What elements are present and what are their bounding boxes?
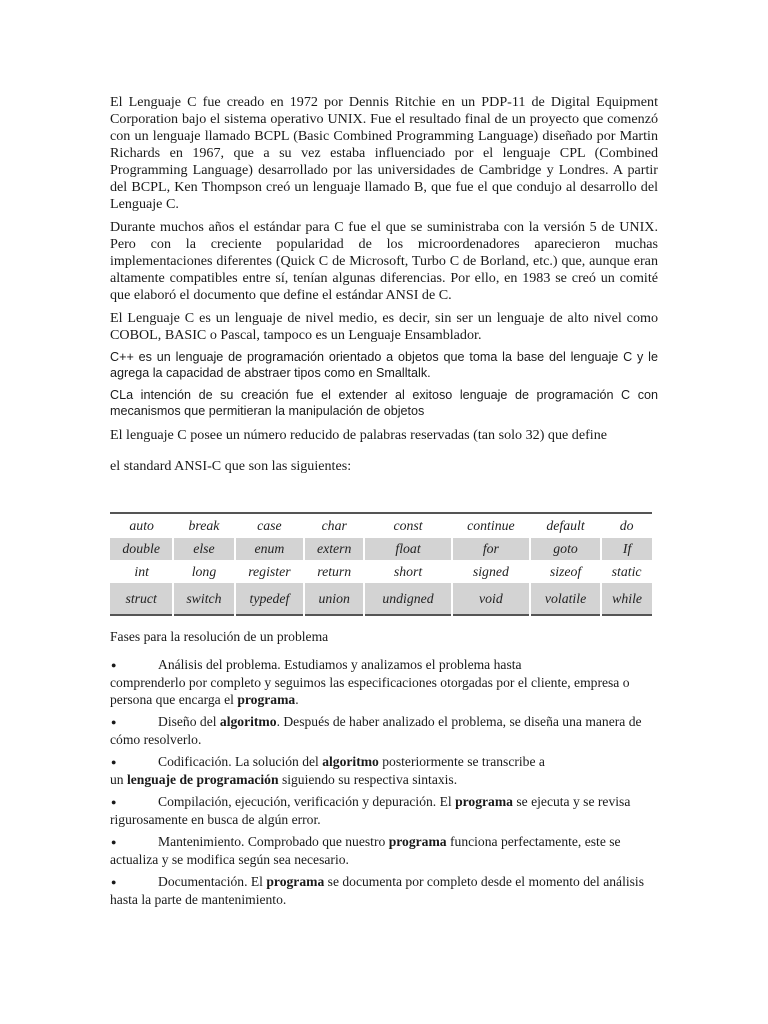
list-item-text: un xyxy=(110,772,127,787)
document-body xyxy=(110,94,658,475)
keyword-cell: union xyxy=(304,583,364,615)
paragraph-reserved-words: El lenguaje C posee un número reducido de palabras reservadas (tan solo 32) que define xyxy=(110,427,608,443)
list-item-tail: funciona perfectamente, este se actualiza y se modifica según sea necesario. xyxy=(110,834,621,867)
keyword-cell: struct xyxy=(110,583,173,615)
keyword-cell: static xyxy=(611,563,642,579)
paragraph-cpp: C++ es un lenguaje de programación orientado a objetos que toma la base del lenguaje C y le agrega la capacidad de abstraer tipos como en Smalltalk. xyxy=(110,350,658,380)
bullet-icon: ● xyxy=(111,797,117,807)
keyword-cell: signed xyxy=(472,563,509,579)
keyword-cell: break xyxy=(188,518,220,533)
keyword-cell: int xyxy=(134,563,149,579)
keyword-cell: typedef xyxy=(235,583,305,615)
keyword-cell: switch xyxy=(173,583,234,615)
list-item xyxy=(110,833,658,868)
keyword-cell: double xyxy=(110,538,173,560)
list-item xyxy=(110,753,658,788)
list-item-lead: Codificación. La solución del xyxy=(158,754,323,769)
table-row xyxy=(110,538,652,560)
table-row xyxy=(110,560,652,583)
paragraph-ansi-keywords: el standard ANSI-C que son las siguientes: xyxy=(110,458,352,474)
list-item-lead: Mantenimiento. Comprobado que nuestro xyxy=(158,834,389,849)
bullet-icon: ● xyxy=(111,717,117,727)
keyword-cell: for xyxy=(452,538,530,560)
list-item-tail: siguiendo su respectiva sintaxis. xyxy=(278,772,458,787)
keyword-cell: float xyxy=(364,538,452,560)
list-item xyxy=(110,656,658,708)
keyword-cell: goto xyxy=(530,538,601,560)
keyword-cell: long xyxy=(191,563,217,579)
keyword-bold: programa xyxy=(455,794,513,809)
keyword-cell: volatile xyxy=(530,583,601,615)
keyword-cell: If xyxy=(601,538,652,560)
keyword-cell: do xyxy=(619,518,634,533)
bullet-icon: ● xyxy=(111,837,117,847)
keyword-cell: const xyxy=(393,518,423,533)
keyword-cell: while xyxy=(601,583,652,615)
list-item-tail: . Después de haber analizado el problema, se diseña una manera de cómo resolverlo. xyxy=(110,714,642,747)
paragraph-medium-level: El Lenguaje C es un lenguaje de nivel medio, es decir, sin ser un lenguaje de alto nivel como COBOL, BASIC o Pascal, tampoco es un Lenguaje Ensamblador. xyxy=(110,310,658,343)
bullet-icon: ● xyxy=(111,660,117,670)
paragraph-ansi-standard: Durante muchos años el estándar para C fue el que se suministraba con la versión 5 de UNIX. Pero con la creciente popularidad de los microordenadores aparecieron muchas implementaciones diferentes (Quick C de Microsoft, Turbo C de Borland, etc.) que, aunque eran altamente compatibles entre sí, tenían algunas diferencias. Por ello, en 1983 se creó un comité que elaboró el documento que define el estándar ANSI de C. xyxy=(110,219,658,303)
list-item xyxy=(110,793,658,828)
keyword-cell: register xyxy=(248,563,291,579)
list-item-lead: Diseño del xyxy=(158,714,220,729)
list-item-text: comprenderlo por completo y seguimos las especificaciones otorgadas por el cliente, empresa o persona que encarga el xyxy=(110,675,630,707)
keyword-cell: default xyxy=(546,518,585,533)
list-item-tail: . xyxy=(295,692,299,707)
bullet-icon: ● xyxy=(111,877,117,887)
list-item-tail: se documenta por completo desde el momento del análisis hasta la parte de mantenimiento. xyxy=(110,874,644,907)
list-item-lead: Compilación, ejecución, verificación y depuración. El xyxy=(158,794,456,809)
table-row xyxy=(110,583,652,615)
keyword-cell: void xyxy=(452,583,530,615)
list-item-tail: posteriormente se transcribe a xyxy=(378,754,545,769)
keyword-cell: extern xyxy=(304,538,364,560)
keyword-cell: short xyxy=(393,563,423,579)
keyword-bold: algoritmo xyxy=(322,754,379,769)
paragraph-intention: CLa intención de su creación fue el extender al exitoso lenguaje de programación C con mecanismos que permitieran la manipulación de objetos xyxy=(110,388,658,418)
keywords-table xyxy=(110,512,652,616)
keyword-bold: lenguaje de programación xyxy=(127,772,279,787)
keyword-cell: char xyxy=(321,518,347,533)
keyword-bold: programa xyxy=(388,834,447,849)
list-item xyxy=(110,873,658,908)
keyword-cell: undigned xyxy=(364,583,452,615)
keyword-bold: algoritmo xyxy=(219,714,277,729)
list-item-tail: se ejecuta y se revisa rigurosamente en busca de algún error. xyxy=(110,794,631,827)
keyword-cell: return xyxy=(317,563,352,579)
paragraph-history: El Lenguaje C fue creado en 1972 por Dennis Ritchie en un PDP-11 de Digital Equipment Corporation bajo el sistema operativo UNIX. Fue el resultado final de un proyecto que comenzó con un lenguaje llamado BCPL (Basic Combined Programming Language) diseñado por Martin Richards en 1967, que a su vez estaba influenciado por el lenguaje CPL (Combined Programming Language) desarrollado por las universidades de Cambridge y Londres. A partir del BCPL, Ken Thompson creó un lenguaje llamado B, que fue el que condujo al desarrollo del Lenguaje C. xyxy=(110,94,658,212)
list-item-lead: Análisis del problema. Estudiamos y analizamos el problema hasta xyxy=(158,657,522,672)
keyword-cell: case xyxy=(257,518,282,533)
fases-title: Fases para la resolución de un problema xyxy=(110,629,329,644)
keyword-cell: continue xyxy=(467,518,515,533)
list-item xyxy=(110,713,658,748)
table-row xyxy=(110,513,652,538)
keyword-cell: auto xyxy=(129,518,154,533)
keyword-bold: programa xyxy=(266,874,325,889)
bullet-icon: ● xyxy=(111,757,117,767)
keyword-cell: else xyxy=(173,538,234,560)
fases-section xyxy=(110,628,658,913)
keyword-bold: programa xyxy=(237,692,296,707)
list-item-lead: Documentación. El xyxy=(158,874,267,889)
keyword-cell: sizeof xyxy=(549,563,582,579)
keyword-cell: enum xyxy=(235,538,305,560)
